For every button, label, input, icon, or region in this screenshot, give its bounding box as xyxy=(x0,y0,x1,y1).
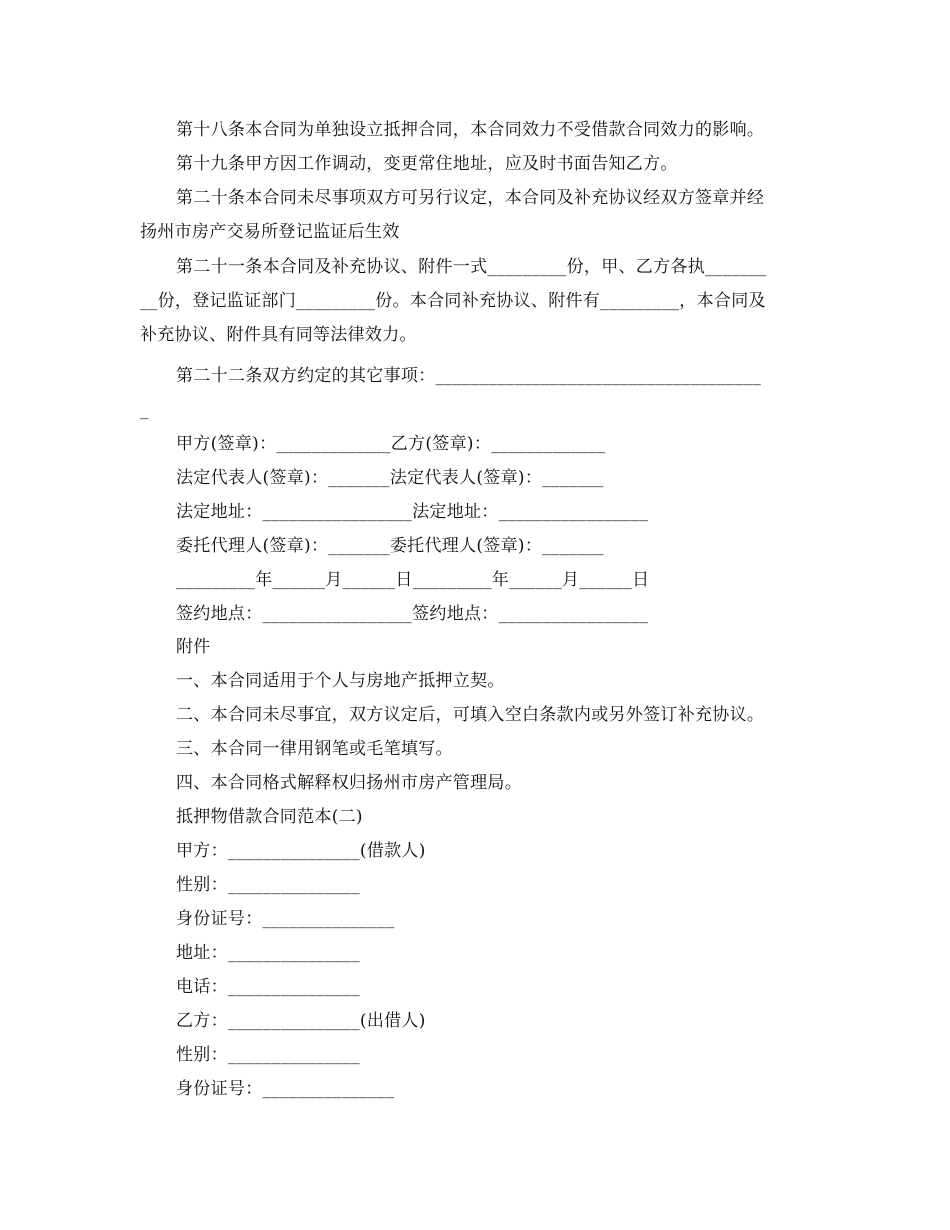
legal-address-line: 法定地址：_________________法定地址：_________________ xyxy=(176,502,649,522)
legal-representative-line: 法定代表人(签章)：_______法定代表人(签章)：_______ xyxy=(176,468,604,488)
party-a-address-line: 地址：_______________ xyxy=(176,943,360,963)
clause-20-line-1: 第二十条本合同未尽事项双方可另行议定，本合同及补充协议经双方签章并经 xyxy=(176,188,765,208)
appendix-item-1: 一、本合同适用于个人与房地产抵押立契。 xyxy=(176,671,505,691)
appendix-item-4: 四、本合同格式解释权归扬州市房产管理局。 xyxy=(176,773,522,793)
party-a-gender-line: 性别：_______________ xyxy=(176,875,360,895)
party-a-id-line: 身份证号：_______________ xyxy=(176,909,395,929)
signature-party-line: 甲方(签章)：_____________乙方(签章)：_____________ xyxy=(176,434,606,454)
party-b-line: 乙方：_______________(出借人) xyxy=(176,1011,426,1031)
clause-20-line-2: 扬州市房产交易所登记监证后生效 xyxy=(140,222,400,242)
clause-21-line-1: 第二十一条本合同及补充协议、附件一式_________份，甲、乙方各执_______ xyxy=(176,257,767,277)
authorized-agent-line: 委托代理人(签章)：_______委托代理人(签章)：_______ xyxy=(176,536,604,556)
clause-22-line-2: _ xyxy=(140,400,149,420)
appendix-item-2: 二、本合同未尽事宜，双方议定后，可填入空白条款内或另外签订补充协议。 xyxy=(176,705,765,725)
party-a-phone-line: 电话：_______________ xyxy=(176,977,360,997)
clause-22-line-1: 第二十二条双方约定的其它事项：_____________________________________ xyxy=(176,366,762,386)
signing-place-line: 签约地点：_________________签约地点：_________________ xyxy=(176,604,649,624)
appendix-heading: 附件 xyxy=(176,637,211,657)
party-b-gender-line: 性别：_______________ xyxy=(176,1045,360,1065)
clause-21-line-2: __份，登记监证部门_________份。本合同补充协议、附件有_________，本合同及 xyxy=(140,291,766,311)
party-b-id-line: 身份证号：_______________ xyxy=(176,1079,395,1099)
contract-template-title: 抵押物借款合同范本(二) xyxy=(176,807,363,827)
party-a-line: 甲方：_______________(借款人) xyxy=(176,841,426,861)
appendix-item-3: 三、本合同一律用钢笔或毛笔填写。 xyxy=(176,739,453,759)
clause-18: 第十八条本合同为单独设立抵押合同，本合同效力不受借款合同效力的影响。 xyxy=(176,120,765,140)
date-line: _________年______月______日_________年______月______日 xyxy=(176,570,650,590)
clause-21-line-3: 补充协议、附件具有同等法律效力。 xyxy=(140,325,417,345)
clause-19: 第十九条甲方因工作调动，变更常住地址，应及时书面告知乙方。 xyxy=(176,154,678,174)
